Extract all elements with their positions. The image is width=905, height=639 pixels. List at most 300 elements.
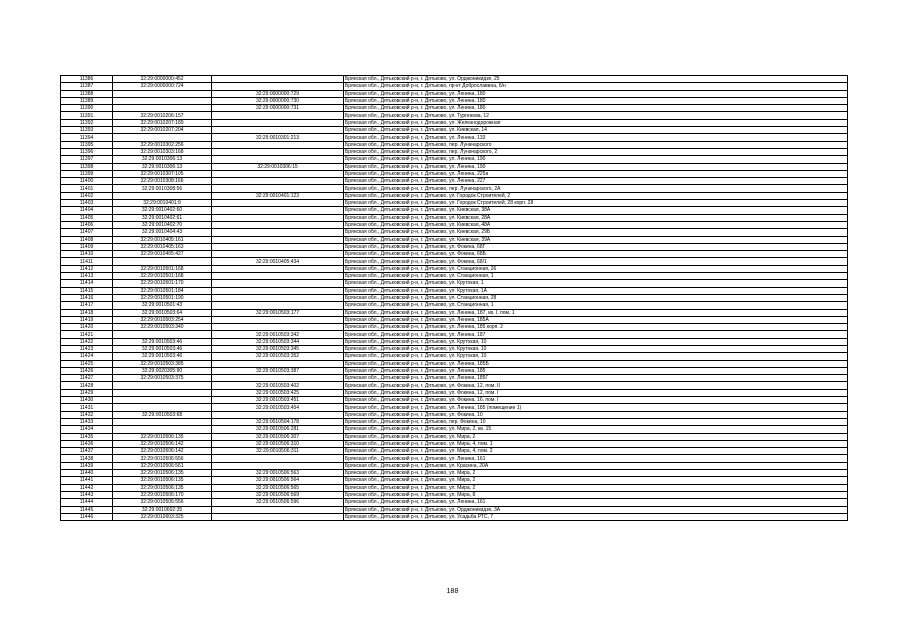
building-cadastral-number-cell: 32:29:0000000:731 bbox=[212, 105, 344, 112]
row-number-cell: 11429 bbox=[61, 389, 113, 396]
address-cell: Брянская обл., Дятьковский р-н, г. Дятьково, ул. Киевская, 39А bbox=[344, 236, 848, 243]
table-row bbox=[61, 141, 848, 148]
row-number-cell: 11433 bbox=[61, 418, 113, 425]
row-number-cell: 11445 bbox=[61, 506, 113, 513]
building-cadastral-number-cell: 32:29:0010503:454 bbox=[212, 404, 344, 411]
land-cadastral-number-cell: 32:29:0010501:190 bbox=[113, 294, 212, 301]
land-cadastral-number-cell: 32:29:0010503:46 bbox=[113, 345, 212, 352]
row-number-cell: 11410 bbox=[61, 251, 113, 258]
table-row bbox=[61, 185, 848, 192]
land-cadastral-number-cell: 32:29:0000000:452 bbox=[113, 76, 212, 83]
building-cadastral-number-cell bbox=[212, 316, 344, 323]
row-number-cell: 11386 bbox=[61, 76, 113, 83]
land-cadastral-number-cell: 32:29:0010503:64 bbox=[113, 309, 212, 316]
land-cadastral-number-cell bbox=[113, 134, 212, 141]
building-cadastral-number-cell bbox=[212, 462, 344, 469]
row-number-cell: 11409 bbox=[61, 243, 113, 250]
row-number-cell: 11413 bbox=[61, 273, 113, 280]
registry-table-body bbox=[61, 76, 848, 521]
row-number-cell: 11438 bbox=[61, 455, 113, 462]
address-cell: Брянская обл., Дятьковский р-н, г. Дятьково, ул. Ленина, 180 bbox=[344, 105, 848, 112]
address-cell: Брянская обл., Дятьковский р-н, г. Дятьково, ул. Ленина, 185 корп. 2 bbox=[344, 324, 848, 331]
table-row bbox=[61, 418, 848, 425]
land-cadastral-number-cell: 32:29:0010501:43 bbox=[113, 302, 212, 309]
address-cell: Брянская обл., Дятьковский р-н, г. Дятьково, ул. Орджоникидзе, 25 bbox=[344, 76, 848, 83]
land-cadastral-number-cell: 32:29:0010506:135 bbox=[113, 477, 212, 484]
table-row bbox=[61, 397, 848, 404]
land-cadastral-number-cell: 32:29:0010503:68 bbox=[113, 411, 212, 418]
row-number-cell: 11416 bbox=[61, 294, 113, 301]
building-cadastral-number-cell: 32:29:0010506:596 bbox=[212, 499, 344, 506]
address-cell: Брянская обл., Дятьковский р-н, г. Дятьково, ул. Станционная, 26 bbox=[344, 265, 848, 272]
building-cadastral-number-cell: 32:29:0010503:177 bbox=[212, 309, 344, 316]
table-row bbox=[61, 156, 848, 163]
row-number-cell: 11435 bbox=[61, 433, 113, 440]
table-row bbox=[61, 148, 848, 155]
building-cadastral-number-cell: 32:29:0010506:565 bbox=[212, 484, 344, 491]
building-cadastral-number-cell bbox=[212, 170, 344, 177]
building-cadastral-number-cell: 32:29:0010306:15 bbox=[212, 163, 344, 170]
table-row bbox=[61, 404, 848, 411]
row-number-cell: 11442 bbox=[61, 484, 113, 491]
table-row bbox=[61, 229, 848, 236]
table-row bbox=[61, 200, 848, 207]
building-cadastral-number-cell: 32:29:0010506:307 bbox=[212, 433, 344, 440]
table-row bbox=[61, 76, 848, 83]
row-number-cell: 11423 bbox=[61, 345, 113, 352]
building-cadastral-number-cell bbox=[212, 411, 344, 418]
row-number-cell: 11388 bbox=[61, 90, 113, 97]
row-number-cell: 11420 bbox=[61, 324, 113, 331]
address-cell: Брянская обл., Дятьковский р-н, г. Дятьково, ул. Усадьба РТС, 7 bbox=[344, 513, 848, 520]
row-number-cell: 11426 bbox=[61, 367, 113, 374]
address-cell: Брянская обл., Дятьковский р-н, г. Дятьково, ул. Мира, 2 bbox=[344, 433, 848, 440]
row-number-cell: 11443 bbox=[61, 491, 113, 498]
land-cadastral-number-cell bbox=[113, 97, 212, 104]
land-cadastral-number-cell: 32:29:0010307:105 bbox=[113, 170, 212, 177]
building-cadastral-number-cell bbox=[212, 455, 344, 462]
table-row bbox=[61, 280, 848, 287]
row-number-cell: 11414 bbox=[61, 280, 113, 287]
address-cell: Брянская обл., Дятьковский р-н, г. Дятьково, ул. Киевская, 38А bbox=[344, 207, 848, 214]
row-number-cell: 11424 bbox=[61, 353, 113, 360]
table-row bbox=[61, 192, 848, 199]
building-cadastral-number-cell: 32:29:0010405:434 bbox=[212, 258, 344, 265]
row-number-cell: 11415 bbox=[61, 287, 113, 294]
land-cadastral-number-cell: 32:29:0010506:556 bbox=[113, 455, 212, 462]
land-cadastral-number-cell: 32:29:0010506:561 bbox=[113, 462, 212, 469]
building-cadastral-number-cell: 32:29:0010506:311 bbox=[212, 448, 344, 455]
row-number-cell: 11436 bbox=[61, 440, 113, 447]
land-cadastral-number-cell bbox=[113, 258, 212, 265]
land-cadastral-number-cell bbox=[113, 389, 212, 396]
address-cell: Брянская обл., Дятьковский р-н, г. Дятьково, ул. Фокина, 12, пом. I bbox=[344, 389, 848, 396]
building-cadastral-number-cell: 32:29:0010301:213 bbox=[212, 134, 344, 141]
address-cell: Брянская обл., Дятьковский р-н, г. Дятьково, ул. Фокина, 68Г bbox=[344, 243, 848, 250]
address-cell: Брянская обл., Дятьковский р-н, г. Дятьково, ул. Ленина, 187 bbox=[344, 331, 848, 338]
land-cadastral-number-cell: 32:29:0010506:135 bbox=[113, 470, 212, 477]
table-row bbox=[61, 367, 848, 374]
address-cell: Брянская обл., Дятьковский р-н, г. Дятьково, ул. Крутокая, 10 bbox=[344, 353, 848, 360]
land-cadastral-number-cell bbox=[113, 192, 212, 199]
address-cell: Брянская обл., Дятьковский р-н, г. Дятьково, ул. Станционная, 1 bbox=[344, 302, 848, 309]
land-cadastral-number-cell: 32:29:0010308:56 bbox=[113, 185, 212, 192]
building-cadastral-number-cell bbox=[212, 265, 344, 272]
address-cell: Брянская обл., Дятьковский р-н, г. Дятьково, ул. Фокина, 68/1 bbox=[344, 258, 848, 265]
address-cell: Брянская обл., Дятьковский р-н, г. Дятьково, ул. Ленина, 225а bbox=[344, 170, 848, 177]
building-cadastral-number-cell bbox=[212, 375, 344, 382]
table-row bbox=[61, 324, 848, 331]
table-row bbox=[61, 455, 848, 462]
table-row bbox=[61, 345, 848, 352]
row-number-cell: 11431 bbox=[61, 404, 113, 411]
row-number-cell: 11397 bbox=[61, 156, 113, 163]
table-row bbox=[61, 331, 848, 338]
land-cadastral-number-cell: 32:29:0010503:46 bbox=[113, 353, 212, 360]
address-cell: Брянская обл., Дятьковский р-н, г. Дятьково, ул. Киевская, 14 bbox=[344, 127, 848, 134]
building-cadastral-number-cell bbox=[212, 236, 344, 243]
address-cell: Брянская обл., Дятьковский р-н, г. Дятьково, пер. Луначарского, 2 bbox=[344, 148, 848, 155]
address-cell: Брянская обл., Дятьковский р-н, г. Дятьково, ул. Железнодорожная bbox=[344, 119, 848, 126]
land-cadastral-number-cell: 32:29:0000000:724 bbox=[113, 83, 212, 90]
row-number-cell: 11411 bbox=[61, 258, 113, 265]
land-cadastral-number-cell bbox=[113, 404, 212, 411]
address-cell: Брянская обл., Дятьковский р-н, г. Дятьково, ул. Мира, 2 bbox=[344, 484, 848, 491]
land-cadastral-number-cell: 32:29:0010503:46 bbox=[113, 338, 212, 345]
registry-table bbox=[60, 75, 848, 521]
building-cadastral-number-cell: 32:29:0010506:281 bbox=[212, 426, 344, 433]
row-number-cell: 11396 bbox=[61, 148, 113, 155]
land-cadastral-number-cell bbox=[113, 90, 212, 97]
land-cadastral-number-cell: 32:29:0010506:556 bbox=[113, 499, 212, 506]
address-cell: Брянская обл., Дятьковский р-н, г. Дятьково, ул. Ленина, 187, кв. I, пом. 1 bbox=[344, 309, 848, 316]
row-number-cell: 11404 bbox=[61, 207, 113, 214]
land-cadastral-number-cell: 32:29:0010405:427 bbox=[113, 251, 212, 258]
address-cell: Брянская обл., Дятьковский р-н, г. Дятьково, ул. Крутокая, 1 bbox=[344, 280, 848, 287]
address-cell: Брянская обл., Дятьковский р-н, г. Дятьково, ул. Ленина, 185 (помещение 1) bbox=[344, 404, 848, 411]
table-row bbox=[61, 360, 848, 367]
land-cadastral-number-cell: 32:29:0010207:204 bbox=[113, 127, 212, 134]
land-cadastral-number-cell bbox=[113, 397, 212, 404]
land-cadastral-number-cell: 32:29:0010402:61 bbox=[113, 214, 212, 221]
table-row bbox=[61, 411, 848, 418]
building-cadastral-number-cell: 32:29:0010503:342 bbox=[212, 331, 344, 338]
land-cadastral-number-cell: 32:29:0010306:13 bbox=[113, 156, 212, 163]
land-cadastral-number-cell: 32:29:0010503:375 bbox=[113, 375, 212, 382]
land-cadastral-number-cell: 32:29:0010506:142 bbox=[113, 440, 212, 447]
address-cell: Брянская обл., Дятьковский р-н, г. Дятьково, ул. Мира, 2, кв. 15 bbox=[344, 426, 848, 433]
building-cadastral-number-cell bbox=[212, 207, 344, 214]
row-number-cell: 11394 bbox=[61, 134, 113, 141]
table-row bbox=[61, 134, 848, 141]
land-cadastral-number-cell: 32:29:0010302:256 bbox=[113, 141, 212, 148]
land-cadastral-number-cell bbox=[113, 331, 212, 338]
row-number-cell: 11427 bbox=[61, 375, 113, 382]
address-cell: Брянская обл., Дятьковский р-н, г. Дятьково, пер. Фокина, 10 bbox=[344, 418, 848, 425]
row-number-cell: 11390 bbox=[61, 105, 113, 112]
building-cadastral-number-cell: 32:29:0000000:730 bbox=[212, 97, 344, 104]
row-number-cell: 11399 bbox=[61, 170, 113, 177]
address-cell: Брянская обл., Дятьковский р-н, г. Дятьково, ул. Красина, 20А bbox=[344, 462, 848, 469]
row-number-cell: 11395 bbox=[61, 141, 113, 148]
building-cadastral-number-cell bbox=[212, 185, 344, 192]
row-number-cell: 11419 bbox=[61, 316, 113, 323]
land-cadastral-number-cell: 32:29:0020305:90 bbox=[113, 367, 212, 374]
address-cell: Брянская обл., Дятьковский р-н, г. Дятьково, ул. Мира, 4, пом. 2 bbox=[344, 448, 848, 455]
table-row bbox=[61, 448, 848, 455]
address-cell: Брянская обл., Дятьковский р-н, г. Дятьково, ул. Ленина, 185 bbox=[344, 367, 848, 374]
land-cadastral-number-cell: 32:29:0010501:184 bbox=[113, 287, 212, 294]
building-cadastral-number-cell bbox=[212, 251, 344, 258]
building-cadastral-number-cell: 32:29:0010506:564 bbox=[212, 477, 344, 484]
address-cell: Брянская обл., Дятьковский р-н, г. Дятьково, ул. Мира, 2 bbox=[344, 477, 848, 484]
table-row bbox=[61, 316, 848, 323]
building-cadastral-number-cell: 32:29:0010503:387 bbox=[212, 367, 344, 374]
building-cadastral-number-cell bbox=[212, 506, 344, 513]
building-cadastral-number-cell bbox=[212, 302, 344, 309]
land-cadastral-number-cell bbox=[113, 382, 212, 389]
land-cadastral-number-cell: 32:29:0010207:189 bbox=[113, 119, 212, 126]
row-number-cell: 11432 bbox=[61, 411, 113, 418]
land-cadastral-number-cell: 32:29:0010401:9 bbox=[113, 200, 212, 207]
table-row bbox=[61, 119, 848, 126]
building-cadastral-number-cell: 32:29:0010506:310 bbox=[212, 440, 344, 447]
building-cadastral-number-cell bbox=[212, 156, 344, 163]
land-cadastral-number-cell: 32:29:0010402:60 bbox=[113, 207, 212, 214]
land-cadastral-number-cell: 32:29:0010501:170 bbox=[113, 280, 212, 287]
address-cell: Брянская обл., Дятьковский р-н, г. Дятьково, ул. Городок Строителей, 28 корп. 28 bbox=[344, 200, 848, 207]
table-row bbox=[61, 83, 848, 90]
building-cadastral-number-cell bbox=[212, 287, 344, 294]
land-cadastral-number-cell: 32:29:0010308:166 bbox=[113, 178, 212, 185]
table-row bbox=[61, 484, 848, 491]
land-cadastral-number-cell: 32:29:0010506:135 bbox=[113, 484, 212, 491]
address-cell: Брянская обл., Дятьковский р-н, г. Дятьково, ул. Ленина, 185А bbox=[344, 316, 848, 323]
row-number-cell: 11407 bbox=[61, 229, 113, 236]
table-row bbox=[61, 470, 848, 477]
row-number-cell: 11441 bbox=[61, 477, 113, 484]
table-row bbox=[61, 440, 848, 447]
address-cell: Брянская обл., Дятьковский р-н, г. Дятьково, пер. Луначарского, 2А bbox=[344, 185, 848, 192]
address-cell: Брянская обл., Дятьковский р-н, г. Дятьково, ул. Ленина, 133 bbox=[344, 134, 848, 141]
table-row bbox=[61, 506, 848, 513]
land-cadastral-number-cell: 32:29:0010603:325 bbox=[113, 513, 212, 520]
table-row bbox=[61, 462, 848, 469]
building-cadastral-number-cell bbox=[212, 324, 344, 331]
row-number-cell: 11405 bbox=[61, 214, 113, 221]
building-cadastral-number-cell bbox=[212, 273, 344, 280]
table-row bbox=[61, 258, 848, 265]
address-cell: Брянская обл., Дятьковский р-н, г. Дятьково, ул. Мира, 4, пом. 1 bbox=[344, 440, 848, 447]
building-cadastral-number-cell bbox=[212, 221, 344, 228]
row-number-cell: 11393 bbox=[61, 127, 113, 134]
building-cadastral-number-cell bbox=[212, 513, 344, 520]
row-number-cell: 11398 bbox=[61, 163, 113, 170]
land-cadastral-number-cell: 32:29:0010602:35 bbox=[113, 506, 212, 513]
address-cell: Брянская обл., Дятьковский р-н, г. Дятьково, ул. Городок Строителей, 2 bbox=[344, 192, 848, 199]
table-row bbox=[61, 491, 848, 498]
row-number-cell: 11425 bbox=[61, 360, 113, 367]
table-row bbox=[61, 389, 848, 396]
land-cadastral-number-cell: 32:29:0010306:13 bbox=[113, 163, 212, 170]
address-cell: Брянская обл., Дятьковский р-н, г. Дятьково, ул. Мира, 8 bbox=[344, 491, 848, 498]
building-cadastral-number-cell bbox=[212, 360, 344, 367]
table-row bbox=[61, 338, 848, 345]
address-cell: Брянская обл., Дятьковский р-н, г. Дятьково, пр-кт Доброславина, б/н bbox=[344, 83, 848, 90]
table-row bbox=[61, 302, 848, 309]
land-cadastral-number-cell: 32:29:0010503:254 bbox=[113, 316, 212, 323]
address-cell: Брянская обл., Дятьковский р-н, г. Дятьково, ул. Фокина, 16, пом. I bbox=[344, 397, 848, 404]
table-row bbox=[61, 513, 848, 520]
table-row bbox=[61, 265, 848, 272]
building-cadastral-number-cell bbox=[212, 229, 344, 236]
table-row bbox=[61, 178, 848, 185]
row-number-cell: 11439 bbox=[61, 462, 113, 469]
land-cadastral-number-cell: 32:29:0010402:70 bbox=[113, 221, 212, 228]
table-row bbox=[61, 127, 848, 134]
row-number-cell: 11402 bbox=[61, 192, 113, 199]
table-row bbox=[61, 294, 848, 301]
row-number-cell: 11418 bbox=[61, 309, 113, 316]
row-number-cell: 11421 bbox=[61, 331, 113, 338]
address-cell: Брянская обл., Дятьковский р-н, г. Дятьково, ул. Ленина, 180 bbox=[344, 97, 848, 104]
row-number-cell: 11444 bbox=[61, 499, 113, 506]
address-cell: Брянская обл., Дятьковский р-н, г. Дятьково, ул. Ленина, 190 bbox=[344, 156, 848, 163]
table-row bbox=[61, 251, 848, 258]
table-row bbox=[61, 112, 848, 119]
building-cadastral-number-cell: 32:29:0010401:123 bbox=[212, 192, 344, 199]
land-cadastral-number-cell bbox=[113, 105, 212, 112]
row-number-cell: 11422 bbox=[61, 338, 113, 345]
row-number-cell: 11391 bbox=[61, 112, 113, 119]
building-cadastral-number-cell: 32:29:0000000:729 bbox=[212, 90, 344, 97]
row-number-cell: 11437 bbox=[61, 448, 113, 455]
table-row bbox=[61, 426, 848, 433]
table-row bbox=[61, 170, 848, 177]
address-cell: Брянская обл., Дятьковский р-н, г. Дятьково, ул. Киевская, 48А bbox=[344, 221, 848, 228]
address-cell: Брянская обл., Дятьковский р-н, г. Дятьково, ул. Тургенева, 12 bbox=[344, 112, 848, 119]
land-cadastral-number-cell: 32:29:0010506:135 bbox=[113, 433, 212, 440]
land-cadastral-number-cell: 32:29:0010503:385 bbox=[113, 360, 212, 367]
table-row bbox=[61, 207, 848, 214]
address-cell: Брянская обл., Дятьковский р-н, г. Дятьково, ул. Крутокая, 10 bbox=[344, 338, 848, 345]
building-cadastral-number-cell bbox=[212, 119, 344, 126]
building-cadastral-number-cell bbox=[212, 83, 344, 90]
address-cell: Брянская обл., Дятьковский р-н, г. Дятьково, ул. Ленина, 180 bbox=[344, 90, 848, 97]
building-cadastral-number-cell bbox=[212, 112, 344, 119]
building-cadastral-number-cell: 32:29:0010503:345 bbox=[212, 345, 344, 352]
building-cadastral-number-cell bbox=[212, 294, 344, 301]
address-cell: Брянская обл., Дятьковский р-н, г. Дятьково, ул. Ленина, 161 bbox=[344, 499, 848, 506]
building-cadastral-number-cell bbox=[212, 148, 344, 155]
table-row bbox=[61, 309, 848, 316]
building-cadastral-number-cell: 32:29:0010503:344 bbox=[212, 338, 344, 345]
land-cadastral-number-cell: 32:29:0010506:170 bbox=[113, 491, 212, 498]
land-cadastral-number-cell: 32:29:0010206:157 bbox=[113, 112, 212, 119]
building-cadastral-number-cell bbox=[212, 127, 344, 134]
table-row bbox=[61, 287, 848, 294]
table-row bbox=[61, 273, 848, 280]
address-cell: Брянская обл., Дятьковский р-н, г. Дятьково, ул. Киевская, 28А bbox=[344, 214, 848, 221]
address-cell: Брянская обл., Дятьковский р-н, г. Дятьково, ул. Ленина, 190 bbox=[344, 163, 848, 170]
table-row bbox=[61, 97, 848, 104]
address-cell: Брянская обл., Дятьковский р-н, г. Дятьково, ул. Крутокая, 1А bbox=[344, 287, 848, 294]
building-cadastral-number-cell bbox=[212, 76, 344, 83]
land-cadastral-number-cell bbox=[113, 418, 212, 425]
table-row bbox=[61, 499, 848, 506]
table-row bbox=[61, 214, 848, 221]
building-cadastral-number-cell: 32:29:0010503:352 bbox=[212, 353, 344, 360]
page-number: 188 bbox=[446, 588, 459, 595]
building-cadastral-number-cell: 32:29:0010503:425 bbox=[212, 389, 344, 396]
building-cadastral-number-cell bbox=[212, 280, 344, 287]
row-number-cell: 11387 bbox=[61, 83, 113, 90]
land-cadastral-number-cell: 32:29:0010405:161 bbox=[113, 236, 212, 243]
land-cadastral-number-cell: 32:29:0010404:43 bbox=[113, 229, 212, 236]
row-number-cell: 11434 bbox=[61, 426, 113, 433]
row-number-cell: 11412 bbox=[61, 265, 113, 272]
address-cell: Брянская обл., Дятьковский р-н, г. Дятьково, ул. Крутокая, 10 bbox=[344, 345, 848, 352]
building-cadastral-number-cell bbox=[212, 214, 344, 221]
address-cell: Брянская обл., Дятьковский р-н, г. Дятьково, ул. Фокина, 68Б bbox=[344, 251, 848, 258]
table-row bbox=[61, 105, 848, 112]
building-cadastral-number-cell bbox=[212, 178, 344, 185]
row-number-cell: 11428 bbox=[61, 382, 113, 389]
building-cadastral-number-cell bbox=[212, 141, 344, 148]
building-cadastral-number-cell: 32:29:0010506:563 bbox=[212, 470, 344, 477]
row-number-cell: 11446 bbox=[61, 513, 113, 520]
table-row bbox=[61, 382, 848, 389]
row-number-cell: 11417 bbox=[61, 302, 113, 309]
row-number-cell: 11400 bbox=[61, 178, 113, 185]
building-cadastral-number-cell: 32:29:0010503:402 bbox=[212, 382, 344, 389]
row-number-cell: 11403 bbox=[61, 200, 113, 207]
row-number-cell: 11440 bbox=[61, 470, 113, 477]
building-cadastral-number-cell: 32:29:0010506:569 bbox=[212, 491, 344, 498]
address-cell: Брянская обл., Дятьковский р-н, г. Дятьково, ул. Ленина, 161 bbox=[344, 455, 848, 462]
table-row bbox=[61, 236, 848, 243]
table-row bbox=[61, 243, 848, 250]
land-cadastral-number-cell: 32:29:0010501:168 bbox=[113, 265, 212, 272]
table-row bbox=[61, 433, 848, 440]
address-cell: Брянская обл., Дятьковский р-н, г. Дятьково, пер. Луначарского bbox=[344, 141, 848, 148]
table-row bbox=[61, 90, 848, 97]
address-cell: Брянская обл., Дятьковский р-н, г. Дятьково, ул. Орджоникидзе, 3А bbox=[344, 506, 848, 513]
building-cadastral-number-cell: 32:29:0010504:178 bbox=[212, 418, 344, 425]
address-cell: Брянская обл., Дятьковский р-н, г. Дятьково, ул. Станционная, 1 bbox=[344, 273, 848, 280]
land-cadastral-number-cell: 32:29:0010501:168 bbox=[113, 273, 212, 280]
address-cell: Брянская обл., Дятьковский р-н, г. Дятьково, ул. Мира, 2 bbox=[344, 470, 848, 477]
land-cadastral-number-cell: 32:29:0010303:168 bbox=[113, 148, 212, 155]
building-cadastral-number-cell bbox=[212, 243, 344, 250]
address-cell: Брянская обл., Дятьковский р-н, г. Дятьково, ул. Киевская, 29Б bbox=[344, 229, 848, 236]
land-cadastral-number-cell: 32:29:0010503:340 bbox=[113, 324, 212, 331]
row-number-cell: 11401 bbox=[61, 185, 113, 192]
building-cadastral-number-cell bbox=[212, 200, 344, 207]
land-cadastral-number-cell: 32:29:0010506:142 bbox=[113, 448, 212, 455]
address-cell: Брянская обл., Дятьковский р-н, г. Дятьково, ул. Фокина, 12, пом. II bbox=[344, 382, 848, 389]
address-cell: Брянская обл., Дятьковский р-н, г. Дятьково, ул. Ленина, 227 bbox=[344, 178, 848, 185]
table-row bbox=[61, 221, 848, 228]
land-cadastral-number-cell bbox=[113, 426, 212, 433]
address-cell: Брянская обл., Дятьковский р-н, г. Дятьково, ул. Фокина, 10 bbox=[344, 411, 848, 418]
table-row bbox=[61, 163, 848, 170]
address-cell: Брянская обл., Дятьковский р-н, г. Дятьково, ул. Станционная, 28 bbox=[344, 294, 848, 301]
table-row bbox=[61, 353, 848, 360]
address-cell: Брянская обл., Дятьковский р-н, г. Дятьково, ул. Ленина, 185Б bbox=[344, 360, 848, 367]
address-cell: Брянская обл., Дятьковский р-н, г. Дятьково, ул. Ленина, 185Г bbox=[344, 375, 848, 382]
row-number-cell: 11406 bbox=[61, 221, 113, 228]
